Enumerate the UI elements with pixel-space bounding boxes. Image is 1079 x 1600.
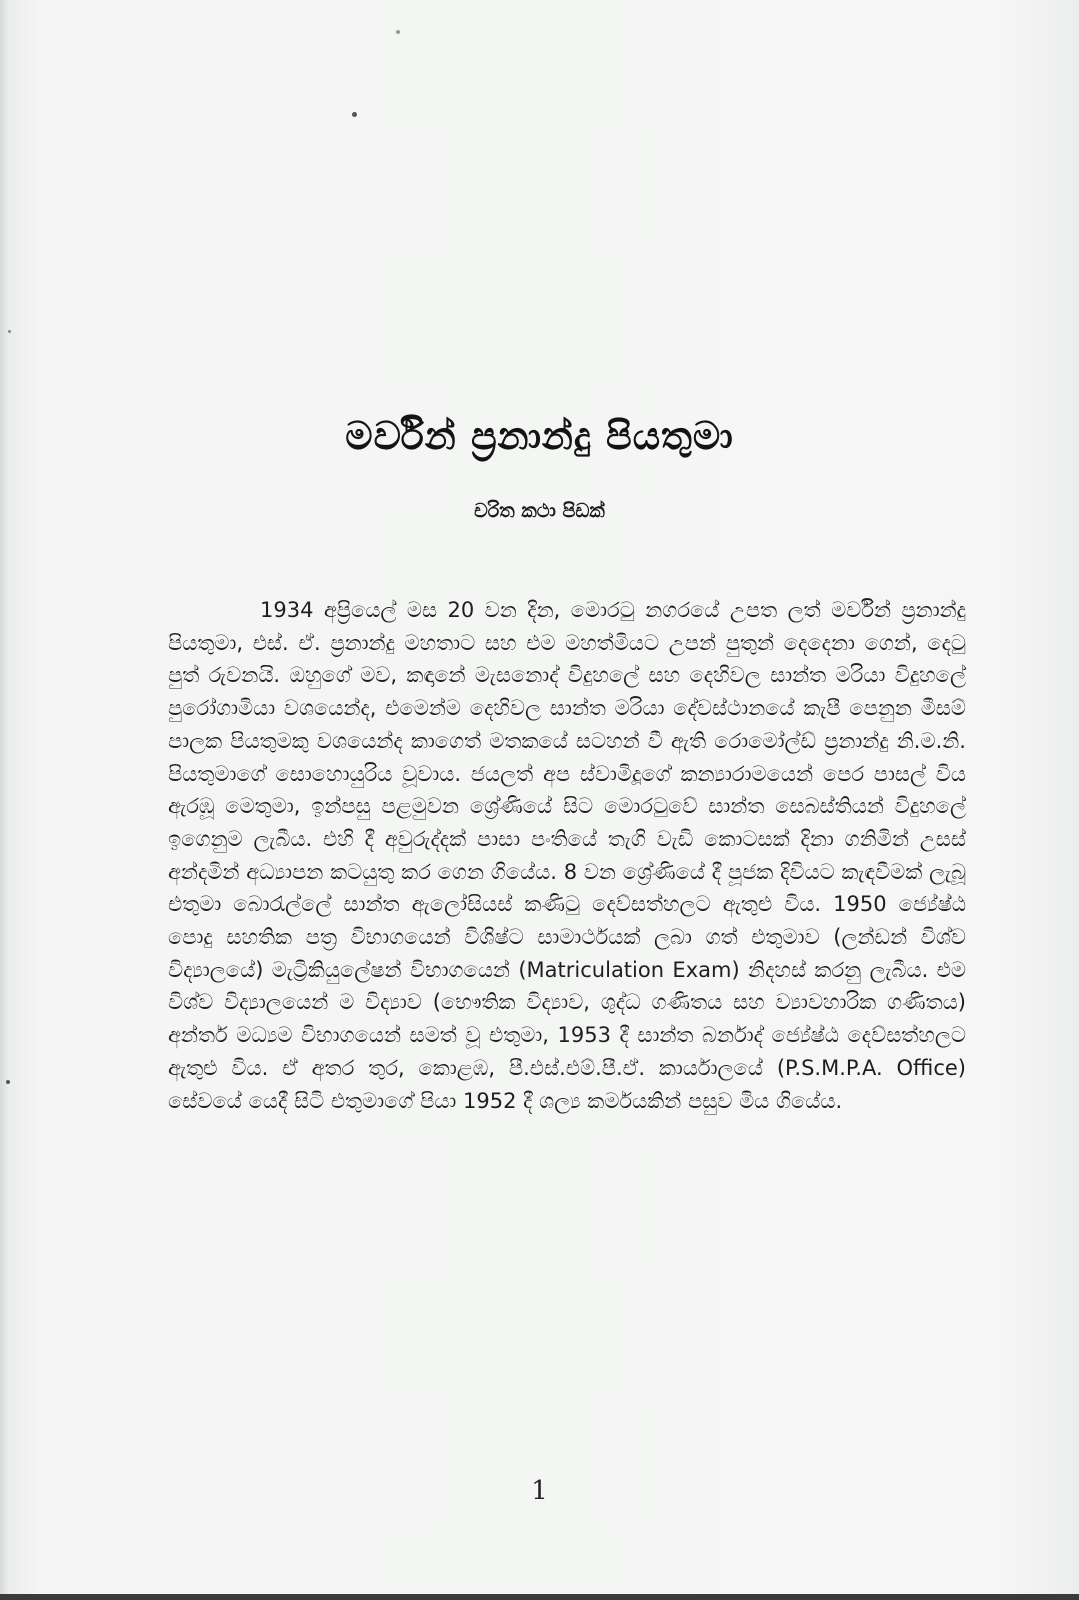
scan-speck — [352, 112, 357, 117]
scan-speck — [6, 1080, 10, 1084]
scan-speck — [396, 30, 400, 34]
body-paragraph: 1934 අප්‍රියෙල් මස 20 වන දින, මොරටු නගරයේ උපත ලත් මර්වින් ප්‍රනාන්දු පියතුමා, එස්. ඒ. ප්‍රනාන්දු මහතාට සහ එම මහත්මියට උපන් පුතුන් දෙදෙනා ගෙන්, දෙටු පුත් රුවනයි. ඔහුගේ මව, කඳානේ මැසනොද් විදුහලේ සහ දෙහිවල සාන්ත මරියා විදුහලේ පුරෝගාමියා වශයෙන්ද, එමෙන්ම දෙහිවල සාන්ත මරියා දේවස්ථානයේ කැපී පෙනුන මීසම් පාලක පියතුමකු වශයෙන්ද කාගෙත් මතකයේ සටහන් වී ඇති රොමෝල්ඩ් ප්‍රනාන්දු නි.ම.නි. පියතුමාගේ සොහොයුරිය වූවාය. ජයලත් අප ස්වාමිදූගේ කන්‍යාරාමයෙන් පෙර පාසල් විය ඇරඹූ මෙතුමා, ඉන්පසු පළමුවන ශ්‍රේණියේ සිට මොරටුවේ සාන්ත සෙබස්තියන් විදුහලේ ඉගෙනුම ලැබීය. එහි දී අවුරුද්දක් පාසා පංතියේ තැගි වැඩි කොටසක් දිනා ගනිමින් උසස් අන්දමින් අධ්‍යාපන කටයුතු කර ගෙන ගියේය. 8 වන ශ්‍රේණියේ දී පූජක දිවියට කැඳවීමක් ලැබූ එතුමා බොරැල්ලේ සාන්ත ඇලෝසියස් කණිටු දෙව්සත්හලට ඇතුළු විය. 1950 ජ්‍යේෂ්ඨ පොදු සහතික පත්‍ර විභාගයෙන් විශිෂ්ට සාමාර්ථයක් ලබා ගත් එතුමාව (ලන්ඩන් විශ්ව විද්‍යාලයේ) මැට්‍රිකියුලේෂන් විභාගයෙන් (Matriculation Exam) නිදහස් කරනු ලැබීය. එම විශ්ව විද්‍යාලයෙන් ම විද්‍යාව (භෞතික විද්‍යාව, ශුද්ධ ගණිතය සහ ව්‍යාවහාරික ගණිතය) අන්තර් මධ්‍යම විභාගයෙන් සමත් වූ එතුමා, 1953 දී සාන්ත බර්නාද් ජ්‍යේෂ්ඨ දෙව්සත්හලට ඇතුළු විය. ඒ අතර තුර, කොළඹ, පී.එස්.එම්.පී.ඒ. කාර්යාලයේ (P.S.M.P.A. Office) සේවයේ යෙදී සිටි එතුමාගේ පියා 1952 දී ශල්‍ය කර්මයකින් පසුව මිය ගියේය. — [168, 598, 966, 1113]
page-number: 1 — [531, 1476, 548, 1506]
page-left-edge — [0, 0, 10, 1600]
scan-speck — [8, 330, 11, 333]
page-title: මර්වින් ප්‍රනාන්දු පියතුමා — [345, 414, 734, 458]
page-subtitle: චරිත කථා පිඩක් — [474, 500, 605, 522]
page-bottom-edge — [0, 1594, 1079, 1600]
